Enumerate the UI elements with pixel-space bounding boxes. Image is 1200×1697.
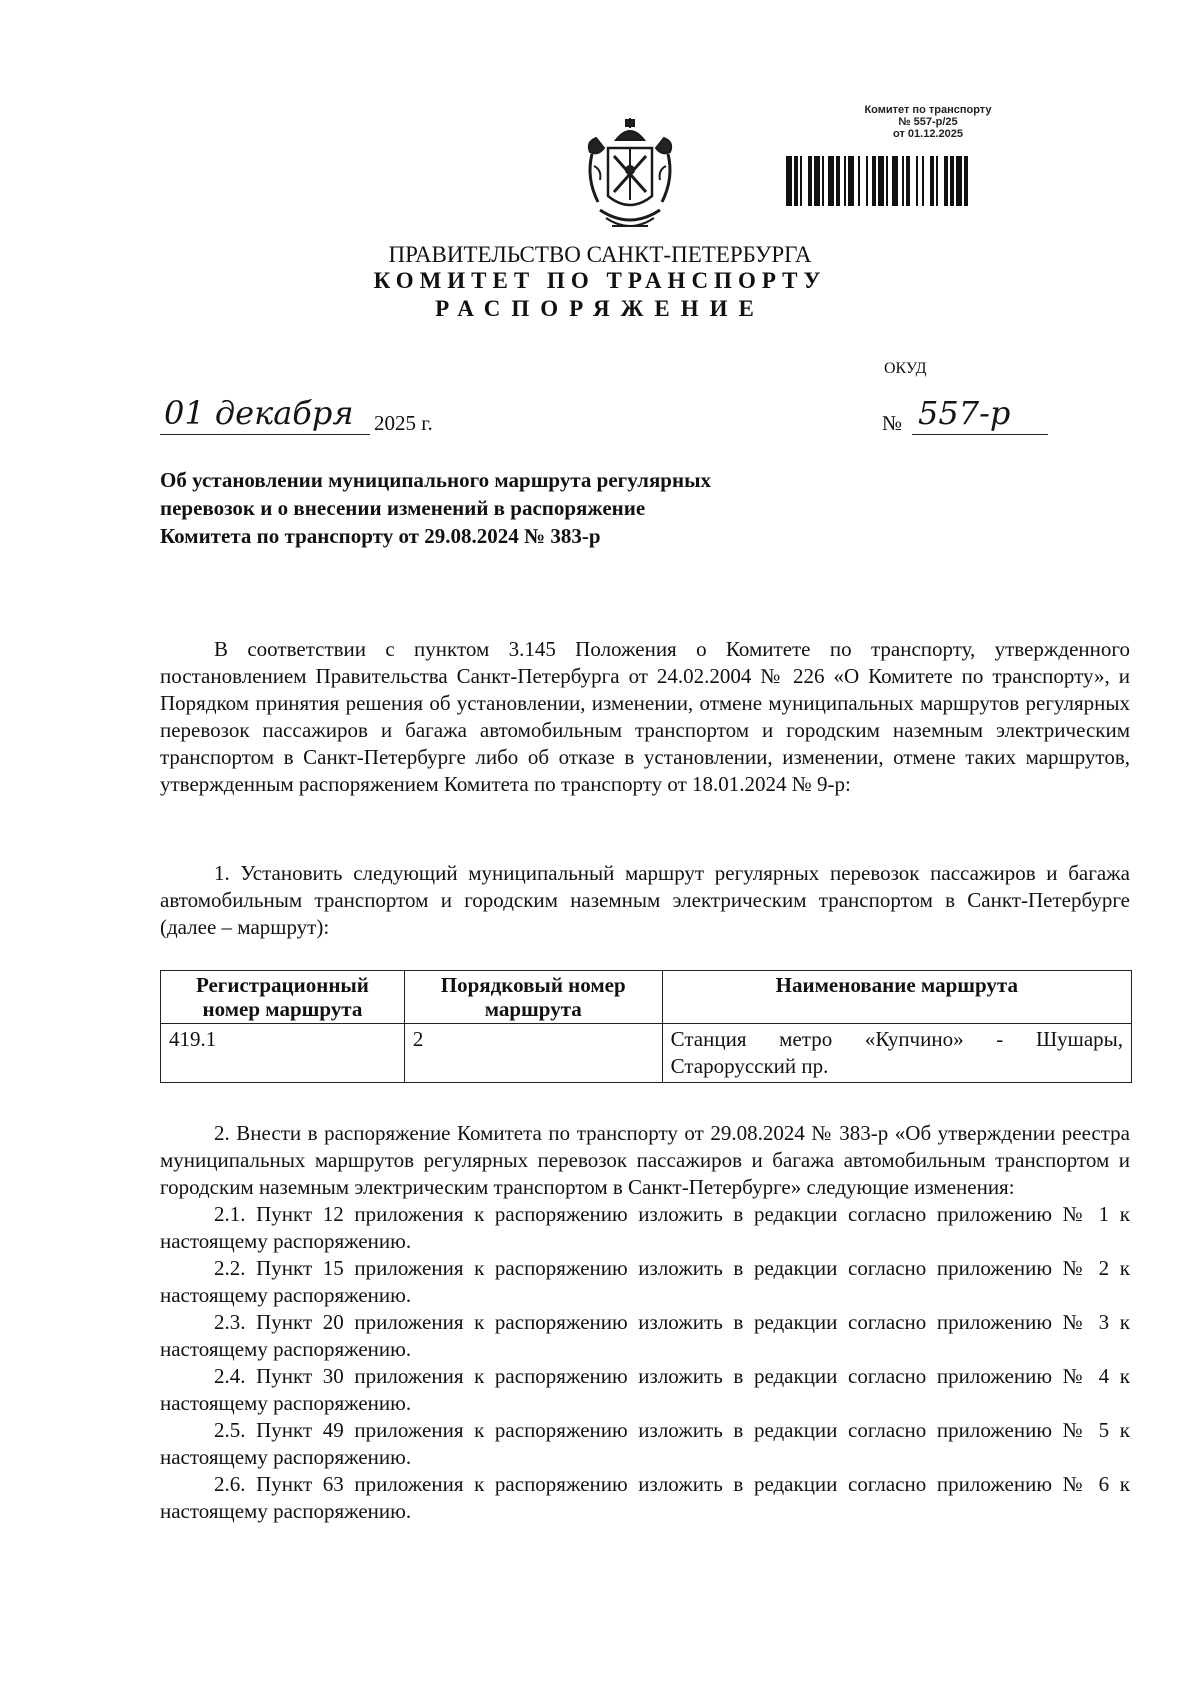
coat-of-arms-icon <box>582 118 678 236</box>
date-underline <box>160 434 370 435</box>
stamp-line-3: от 01.12.2025 <box>893 128 963 140</box>
subitem-2-6: 2.6. Пункт 63 приложения к распоряжению изложить в редакции согласно приложению № 6 к настоящему распоряжению. <box>160 1472 1130 1523</box>
document-subject: Об установлении муниципального маршрута регулярных перевозок и о внесении изменений в распоряжение Комитета по транспорту от 29.08.2024 № 383-р <box>160 468 711 548</box>
date-handwritten: 01 декабря <box>164 394 354 432</box>
routes-table <box>160 970 1132 1083</box>
table-header-cell: Наименование маршрута <box>662 971 1131 1024</box>
table-cell: Станция метро «Купчино» - Шушары, Старорусский пр. <box>662 1024 1131 1083</box>
stamp-line-2: № 557-р/25 <box>898 116 958 128</box>
item-2-paragraph: 2. Внести в распоряжение Комитета по транспорту от 29.08.2024 № 383-р «Об утверждении реестра муниципальных маршрутов регулярных перевозок пассажиров и багажа автомобильным транспортом и городским наземным электрическим транспортом в Санкт-Петербурге» следующие изменения: <box>160 1121 1130 1199</box>
subitem-2-5: 2.5. Пункт 49 приложения к распоряжению изложить в редакции согласно приложению № 5 к настоящему распоряжению. <box>160 1418 1130 1469</box>
preamble-paragraph: В соответствии с пунктом 3.145 Положения о Комитете по транспорту, утвержденного постановлением Правительства Санкт-Петербурга от 24.02.2004 № 226 «О Комитете по транспорту», и Порядком принятия решения об установлении, изменении, отмене муниципальных маршрутов регулярных перевозок пассажиров и багажа автомобильным транспортом и городским наземным электрическим транспортом в Санкт-Петербурге либо об отказе в установлении, изменении, отмене таких маршрутов, утвержденным распоряжением Комитета по транспорту от 18.01.2024 № 9-р: <box>160 637 1130 796</box>
routes-table-wrap <box>160 970 1132 1083</box>
table-header-row <box>161 971 1132 1024</box>
table-header-cell: Порядковый номер маршрута <box>404 971 662 1024</box>
number-handwritten: 557-р <box>918 394 1011 432</box>
number-line <box>882 394 1052 444</box>
okud-label: ОКУД <box>884 360 927 377</box>
document-type-heading: РАСПОРЯЖЕНИЕ <box>435 296 765 321</box>
barcode-icon <box>786 156 1066 206</box>
subitem-2-3: 2.3. Пункт 20 приложения к распоряжению изложить в редакции согласно приложению № 3 к настоящему распоряжению. <box>160 1310 1130 1361</box>
subitem-2-1: 2.1. Пункт 12 приложения к распоряжению изложить в редакции согласно приложению № 1 к настоящему распоряжению. <box>160 1202 1130 1253</box>
registration-stamp <box>808 104 1048 140</box>
number-prefix: № <box>882 411 903 435</box>
subitem-2-2: 2.2. Пункт 15 приложения к распоряжению изложить в редакции согласно приложению № 2 к настоящему распоряжению. <box>160 1256 1130 1307</box>
item-2-block <box>160 1120 1130 1525</box>
date-line <box>160 394 460 444</box>
stamp-line-1: Комитет по транспорту <box>864 104 992 116</box>
table-cell: 2 <box>404 1024 662 1083</box>
item-1-paragraph: 1. Установить следующий муниципальный маршрут регулярных перевозок пассажиров и багажа автомобильным транспортом и городским наземным электрическим транспортом в Санкт-Петербурге (далее – маршрут): <box>160 861 1130 939</box>
number-underline <box>912 434 1048 435</box>
table-header-cell: Регистрационный номер маршрута <box>161 971 405 1024</box>
table-cell: 419.1 <box>161 1024 405 1083</box>
table-row <box>161 1024 1132 1083</box>
committee-heading: КОМИТЕТ ПО ТРАНСПОРТУ <box>373 268 827 293</box>
subitem-2-4: 2.4. Пункт 30 приложения к распоряжению изложить в редакции согласно приложению № 4 к настоящему распоряжению. <box>160 1364 1130 1415</box>
government-heading: ПРАВИТЕЛЬСТВО САНКТ-ПЕТЕРБУРГА <box>388 242 812 267</box>
date-year: 2025 г. <box>374 411 433 435</box>
